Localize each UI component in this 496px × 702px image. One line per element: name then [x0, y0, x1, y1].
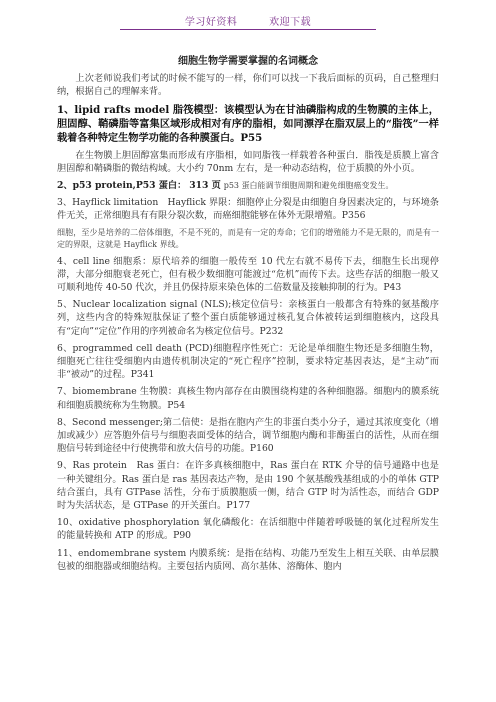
- document-title: 细胞生物学需要掌握的名词概念: [178, 56, 318, 67]
- header-right-text: 欢迎下载: [269, 17, 312, 28]
- term-2-note: p53 蛋白能调节细胞周期和避免细胞癌变发生。: [223, 181, 394, 191]
- term-1-heading: 1、lipid rafts model 脂筏模型：该模型认为在甘油磷脂构成的生物膜的主体上，胆固醇、鞘磷脂等富集区域形成相对有序的脂相，如同漂浮在脂双层上的“脂筏”一样载着各种特定生物学功能的各种膜蛋白。P55: [57, 103, 439, 144]
- term-11: 11、endomembrane system 内膜系统：是指在结构、功能乃至发生上相互关联、由单层膜包被的细胞器或细胞结构。主要包括内质网、高尔基体、溶酶体、胞内: [57, 547, 439, 572]
- header-rule: [120, 29, 376, 30]
- term-5: 5、Nuclear localization signal (NLS);核定位信号：亲核蛋白一般都含有特殊的氨基酸序列，这些内含的特殊短肽保证了整个蛋白质能够通过核孔复合体被转运到细胞核内，这段具有“定向”“定位”作用的序列被命名为核定位信号。P232: [57, 299, 439, 337]
- page-header: [0, 13, 496, 28]
- document-body: [57, 55, 439, 577]
- intro-paragraph: 上次老师说我们考试的时候不能写的一样，你们可以找一下我后面标的页码，自己整理归纳，根据自己的理解来背。: [57, 73, 439, 98]
- term-2-page: 313 页: [189, 180, 221, 192]
- term-2-heading: 2、p53 protein,P53 蛋白：: [57, 180, 187, 192]
- term-3-note: 细胞，至少是培养的二倍体细胞，不是不死的，而是有一定的寿命；它们的增殖能力不是无限的，而是有一定的界限，这就是 Hayflick 界线。: [57, 227, 439, 249]
- term-9: 9、Ras protein Ras 蛋白：在许多真核细胞中，Ras 蛋白在 RTK 介导的信号通路中也是一种关键组分。Ras 蛋白是 ras 基因表达产物，是由 190 个氨基酸残基组成的小的单体 GTP 结合蛋白，具有 GTPase 活性，分布于质膜胞质一侧，结合 GTP 时为活性态，而结合 GDP 时为失活状态，是 GTPase 的开关蛋白。P177: [57, 460, 439, 512]
- term-8: 8、Second messenger;第二信使：是指在胞内产生的非蛋白类小分子，通过其浓度变化（增加或减少）应答胞外信号与细胞表面受体的结合，调节细胞内酶和非酶蛋白的活性，从而在细胞信号转到途径中行使携带和放大信号的功能。P160: [57, 416, 439, 455]
- term-1-body: 在生物膜上胆固醇富集而形成有序脂相，如同脂筏一样载着各种蛋白．脂筏是质膜上富含胆固醇和鞘磷脂的微结构域。大小约 70nm 左右，是一种动态结构，位于质膜的外小页。: [57, 149, 439, 174]
- term-2: [57, 179, 439, 192]
- term-10: 10、oxidative phosphorylation 氧化磷酸化：在活细胞中伴随着呼吸链的氧化过程所发生的能量转换和 ATP 的形成。P90: [57, 517, 439, 542]
- term-3: 3、Hayflick limitation Hayflick 界限：细胞停止分裂是由细胞自身因素决定的，与环境条件无关，正常细胞具有有限分裂次数，而癌细胞能够在体外无限增殖。P356: [57, 197, 439, 222]
- term-7: 7、biomembrane 生物膜：真核生物内部存在由膜围绕构建的各种细胞器。细胞内的膜系统和细胞质膜统称为生物膜。P54: [57, 386, 439, 411]
- term-4: 4、cell line 细胞系：原代培养的细胞一般传至 10 代左右就不易传下去，细胞生长出现停滞，大部分细胞衰老死亡，但有极少数细胞可能渡过“危机”而传下去。这些存活的细胞一般又可顺利地传 40-50 代次，并且仍保持原来染色体的二倍数量及接触抑制的行为。P43: [57, 255, 439, 294]
- header-left-text: 学习好资料: [184, 17, 238, 28]
- term-6: 6、programmed cell death (PCD)细胞程序性死亡：无论是单细胞生物还是多细胞生物，细胞死亡往往受细胞内由遗传机制决定的“死亡程序”控制，要求特定基因表达，是“主动”而非“被动”的过程。P341: [57, 342, 439, 381]
